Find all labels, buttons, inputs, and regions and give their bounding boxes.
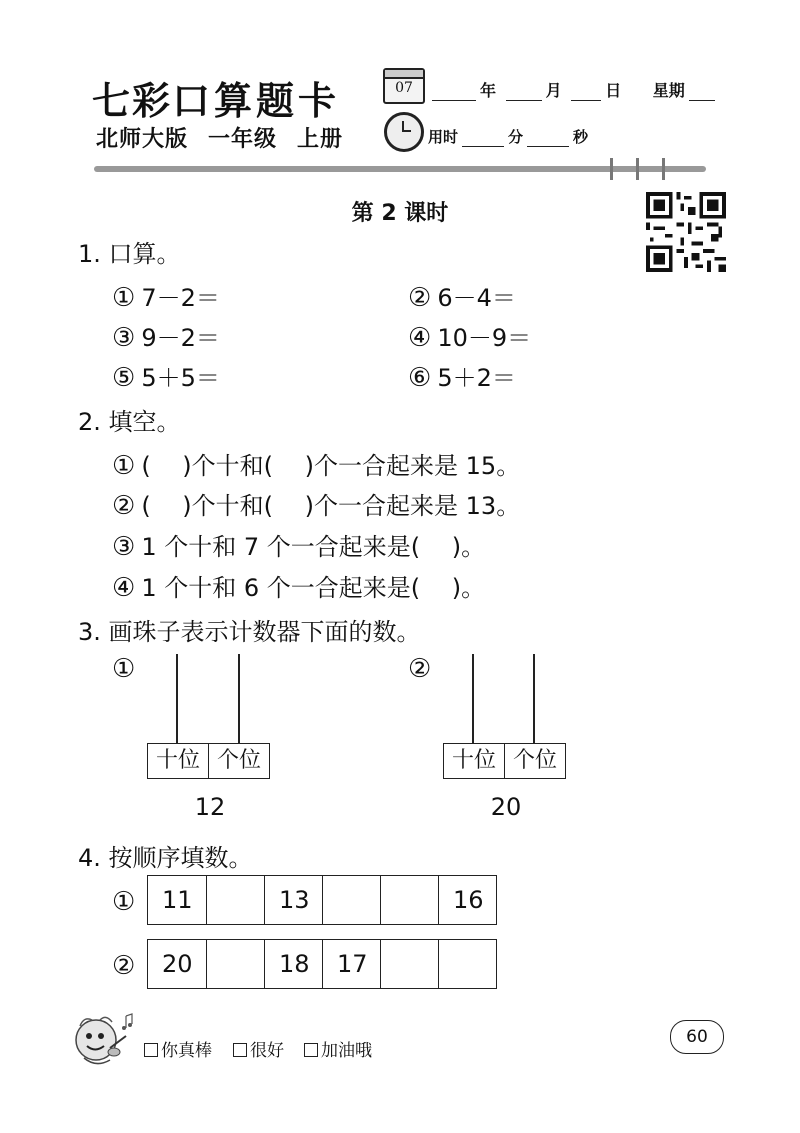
q1-title: 1. 口算。 <box>78 240 181 268</box>
day-blank[interactable] <box>571 86 601 101</box>
time-used-field <box>428 126 588 147</box>
q4-title: 4. 按顺序填数。 <box>78 844 253 872</box>
q2-sentence[interactable]: ( )个十和( )个一合起来是 15。 <box>141 452 521 480</box>
page-number: 60 <box>670 1020 724 1054</box>
brand-main: 口算题卡 <box>172 79 341 123</box>
grade: 一年级 <box>208 127 278 152</box>
sequence-cell[interactable] <box>438 940 496 988</box>
abacus-rod-tens[interactable] <box>472 654 474 744</box>
clock-icon <box>384 112 424 152</box>
volume: 上册 <box>297 127 344 152</box>
checkbox-icon[interactable] <box>233 1043 247 1057</box>
q1-item: ③ 9－2＝ <box>112 323 220 353</box>
abacus-place-labels <box>443 743 566 779</box>
sequence-row <box>147 939 497 989</box>
q1-expression[interactable]: 10－9＝ <box>437 324 532 352</box>
rating-label: 很好 <box>250 1041 284 1061</box>
sequence-cell[interactable]: 13 <box>264 876 322 924</box>
tens-place-label: 十位 <box>155 748 200 773</box>
sequence-cell[interactable]: 20 <box>162 950 193 978</box>
second-label: 秒 <box>573 128 589 146</box>
binder-ring-icon <box>662 158 665 180</box>
q2-item: ③ 1 个十和 7 个一合起来是( )。 <box>112 532 486 562</box>
q1-expression[interactable]: 7－2＝ <box>141 284 220 312</box>
abacus-index: ① <box>112 654 136 684</box>
time-used-label: 用时 <box>428 128 459 146</box>
month-label: 月 <box>545 81 562 100</box>
month-blank[interactable] <box>506 86 542 101</box>
minute-blank[interactable] <box>462 132 504 147</box>
sequence-cell[interactable] <box>322 876 380 924</box>
rating-label: 加油哦 <box>321 1041 372 1061</box>
abacus-place-labels <box>147 743 270 779</box>
brand-title <box>92 70 340 125</box>
sequence-cell[interactable] <box>380 940 438 988</box>
qr-code-icon[interactable] <box>646 192 726 272</box>
q1-expression[interactable]: 6－4＝ <box>437 284 516 312</box>
lesson-title: 第 2 课时 <box>351 201 449 226</box>
tens-place-label: 十位 <box>451 748 496 773</box>
abacus-rod-tens[interactable] <box>176 654 178 744</box>
sequence-cell[interactable] <box>206 876 264 924</box>
abacus-number: 12 <box>194 793 226 821</box>
sequence-cell[interactable] <box>380 876 438 924</box>
ones-place-label: 个位 <box>208 744 269 778</box>
edition: 北师大版 <box>96 127 189 152</box>
header-divider <box>94 166 706 172</box>
calendar-day: 07 <box>395 80 413 96</box>
q1-item: ⑤ 5＋5＝ <box>112 363 220 393</box>
q2-item: ④ 1 个十和 6 个一合起来是( )。 <box>112 573 486 603</box>
binder-ring-icon <box>610 158 613 180</box>
calendar-icon <box>383 68 425 104</box>
checkbox-icon[interactable] <box>144 1043 158 1057</box>
sequence-index: ② <box>112 951 136 981</box>
weekday-label: 星期 <box>652 81 685 100</box>
rating-label: 你真棒 <box>161 1041 212 1061</box>
q1-expression[interactable]: 5＋2＝ <box>437 364 516 392</box>
sequence-cell[interactable]: 11 <box>162 886 193 914</box>
binder-ring-icon <box>636 158 639 180</box>
checkbox-icon[interactable] <box>304 1043 318 1057</box>
q1-item: ② 6－4＝ <box>408 283 516 313</box>
sequence-cell[interactable]: 18 <box>264 940 322 988</box>
q3-title: 3. 画珠子表示计数器下面的数。 <box>78 618 421 646</box>
q1-item: ⑥ 5＋2＝ <box>408 363 516 393</box>
q1-item: ④ 10－9＝ <box>408 323 532 353</box>
minute-label: 分 <box>508 128 524 146</box>
q2-item: ① ( )个十和( )个一合起来是 15。 <box>112 451 521 481</box>
second-blank[interactable] <box>527 132 569 147</box>
rating-option[interactable] <box>144 1036 212 1061</box>
date-field <box>428 78 719 101</box>
sequence-cell[interactable]: 17 <box>322 940 380 988</box>
q2-sentence[interactable]: 1 个十和 6 个一合起来是( )。 <box>141 574 486 602</box>
sequence-row <box>147 875 497 925</box>
day-label: 日 <box>605 81 622 100</box>
abacus-index: ② <box>408 654 432 684</box>
rating-option[interactable] <box>304 1036 372 1061</box>
q2-item: ② ( )个十和( )个一合起来是 13。 <box>112 491 521 521</box>
q1-expression[interactable]: 5＋5＝ <box>141 364 220 392</box>
brand-prefix: 七彩 <box>92 78 173 123</box>
sequence-cell[interactable] <box>206 940 264 988</box>
sequence-cell[interactable]: 16 <box>438 876 496 924</box>
rating-option[interactable] <box>233 1036 284 1061</box>
q1-expression[interactable]: 9－2＝ <box>141 324 220 352</box>
q2-title: 2. 填空。 <box>78 408 181 436</box>
ones-place-label: 个位 <box>504 744 565 778</box>
q2-sentence[interactable]: 1 个十和 7 个一合起来是( )。 <box>141 533 486 561</box>
q2-sentence[interactable]: ( )个十和( )个一合起来是 13。 <box>141 492 521 520</box>
abacus-rod-ones[interactable] <box>533 654 535 744</box>
year-label: 年 <box>480 81 497 100</box>
edition-line <box>96 122 363 153</box>
q1-item: ① 7－2＝ <box>112 283 220 313</box>
weekday-blank[interactable] <box>689 86 715 101</box>
sequence-index: ① <box>112 887 136 917</box>
mascot-icon <box>70 1008 140 1070</box>
abacus-rod-ones[interactable] <box>238 654 240 744</box>
year-blank[interactable] <box>432 86 476 101</box>
abacus-number: 20 <box>490 793 522 821</box>
